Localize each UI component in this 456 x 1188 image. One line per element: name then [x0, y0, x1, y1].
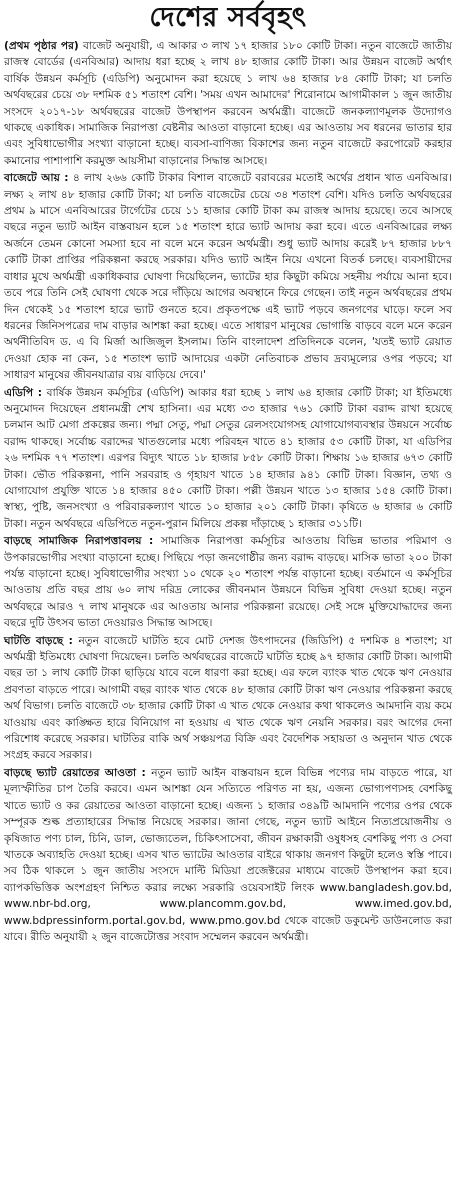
paragraph-text: বার্ষিক উন্নয়ন কর্মসূচির (এডিপি) আকার ধরা হচ্ছে ১ লাখ ৬৪ হাজার কোটি টাকা; যা ইতিমধ্যে অনুমোদন দিয়েছেন প্রধানমন্ত্রী শেখ হাসিনা। এর মধ্যে ৩৩ হাজার ৭৬১ কোটি টাকা বরাদ্দ রাখা হয়েছে চলমান আট মেগা প্রকল্পের জন্য। পদ্মা সেতু, পদ্মা সেতুর রেলসংযোগসহ যোগাযোগব্যবস্থার উন্নয়নে সর্বোচ্চ বরাদ্দ থাকছে। সর্বোচ্চ বরাদ্দের খাতগুলোর মধ্যে পরিবহন খাতে ৪১ হাজার ৫৩ কোটি টাকা, যা এডিপির ২৬ দশমিক ৭৭ শতাংশ। এরপর বিদ্যুৎ খাতে ১৮ হাজার ৮৫৮ কোটি টাকা। শিক্ষায় ১৬ হাজার ৬৭৩ কোটি টাকা। ভৌত পরিকল্পনা, পানি সরবরাহ ও গৃহায়ণ খাতে ১৪ হাজার ৯৪১ কোটি টাকা। বিজ্ঞান, তথ্য ও যোগাযোগ প্রযুক্তি খাতে ১৪ হাজার ৪৫০ কোটি টাকা। পল্লী উন্নয়ন খাতে ১৩ হাজার ১৫৪ কোটি টাকা। স্বাস্থ্য, পুষ্টি, জনসংখ্যা ও পরিবারকল্যাণ খাতে ১০ হাজার ২০১ কোটি টাকা। কৃষিতে ৬ হাজার ৬ কোটি টাকা। নতুন অর্থবছরে এডিপিতে নতুন-পুরান মিলিয়ে প্রকল্প দাঁড়াচ্ছে ১ হাজার ৩১১টি। — [4, 386, 452, 530]
paragraph-text: বাজেট অনুযায়ী, এ আকার ৩ লাখ ১৭ হাজার ১৮০ কোটি টাকা। নতুন বাজেটে জাতীয় রাজস্ব বোর্ডের (এনবিআর) আদায় ধরা হচ্ছে ২ লাখ ৪৮ হাজার কোটি টাকা। আর উন্নয়ন বাজেট অর্থাৎ বার্ষিক উন্নয়ন কর্মসূচি (এডিপি) অনুমোদন করা হয়েছে ১ লাখ ৬৪ হাজার ৮৪ কোটি টাকা; যা চলতি অর্থবছরের চেয়ে ৩৮ দশমিক ৫১ শতাংশ বেশি। 'সময় এখন আমাদের' শিরোনামে আগামীকাল ১ জুন জাতীয় সংসদে ২০১৭-১৮ অর্থবছরের বাজেট উপস্থাপন করবেন অর্থমন্ত্রী। বাজেটে জনকল্যাণমূলক উদ্যোগও থাকছে একাধিক। সামাজিক নিরাপত্তা বেষ্টনীর আওতা বাড়ানো হচ্ছে। এর আওতায় সব ধরনের ভাতার হার এবং সুবিধাভোগীর সংখ্যা বাড়ানো হচ্ছে। ব্যবসা-বাণিজ্য বিকাশের জন্য নতুন বাজেটে করপোরেট করহার কমানোর পাশাপাশি করমুক্ত আয়সীমা বাড়ানোর সিদ্ধান্ত আসছে। — [4, 40, 452, 167]
paragraph-text: সামাজিক নিরাপত্তা কর্মসূচির আওতায় বিভিন্ন ভাতার পরিমাণ ও উপকারভোগীর সংখ্যা বাড়ানো হচ্ছে। পিছিয়ে পড়া জনগোষ্ঠীর জন্য বরাদ্দ বাড়ছে। মাসিক ভাতা ২০০ টাকা পর্যন্ত বাড়ানো হচ্ছে। সুবিধাভোগীর সংখ্যা ১০ থেকে ২০ শতাংশ পর্যন্ত বাড়ানো হচ্ছে। বর্তমানে এ কর্মসূচির আওতায় প্রতি বছর প্রায় ৬০ লাখ দরিদ্র লোকের জীবনমান উন্নয়নে বিভিন্ন সুবিধা দেওয়া হচ্ছে। নতুন অর্থবছরে আরও ৭ লাখ মানুষকে এর আওতায় আনার পরিকল্পনা রয়েছে। সেই সঙ্গে মুক্তিযোদ্ধাদের জন্য বছরে দুটি উৎসব ভাতা দেওয়ারও সিদ্ধান্ত আসছে। — [4, 535, 452, 630]
headline: দেশের সর্ববৃহৎ — [149, 2, 307, 33]
paragraph-lead: এডিপি : — [4, 386, 47, 399]
paragraph-lead: বাড়ছে সামাজিক নিরাপত্তাবলয় : — [4, 535, 161, 548]
paragraph-text: ৪ লাখ ২৬৬ কোটি টাকার বিশাল বাজেটে বরাবরের মতোই অর্থের প্রধান খাত এনবিআর। লক্ষ্য ২ লাখ ৪৮ হাজার কোটি টাকা; যা চলতি বাজেটের চেয়ে ৩৪ শতাংশ বেশি। যদিও চলতি অর্থবছরের প্রথম ৯ মাসে এনবিআরের টার্গেটের চেয়ে ১১ হাজার কোটি টাকা কম রাজস্ব আদায় হয়েছে। তবে আসছে বছরে নতুন ভ্যাট আইন বাস্তবায়ন হলে ১৫ শতাংশ হারে ভ্যাট আদায় করা হবে। এতে এনবিআরের লক্ষ্য অর্জনে তেমন কোনো সমস্যা হবে না বলে মনে করেন অর্থমন্ত্রী। শুধু ভ্যাট আদায় করেই ৮৭ হাজার ৮৮৭ কোটি টাকা প্রাপ্তির পরিকল্পনা করছে সরকার। যদিও ভ্যাট আইন নিয়ে এখনো বিতর্ক চলছে। ব্যবসায়ীদের বাধার মুখে অর্থমন্ত্রী একাধিকবার ঘোষণা দিয়েছিলেন, ভ্যাটের হার কিছুটা কমিয়ে সহনীয় পর্যায়ে আনা হবে। তবে পরে তিনি সেই ঘোষণা থেকে সরে দাঁড়িয়ে আগের অবস্থানে ফিরে গেছেন। তাই নতুন অর্থবছরের প্রথম দিন থেকেই ১৫ শতাংশ হারে ভ্যাট গুনতে হবে। প্রকৃতপক্ষে এই ভ্যাট পড়বে জনগণের ঘাড়ে। ফলে সব ধরনের জিনিসপত্রের দাম বাড়ার আশঙ্কা করা হচ্ছে। এতে সাধারণ মানুষের ভোগান্তি বাড়বে বলে মনে করেন অর্থনীতিবিদ ড. এ বি মির্জা আজিজুল ইসলাম। তিনি বাংলাদেশ প্রতিদিনকে বলেন, 'যতই ভ্যাট রেয়াত দেওয়া হোক না কেন, ১৫ শতাংশ ভ্যাট আদায়ের একটা নেতিবাচক প্রভাব দ্রব্যমূল্যের ওপর পড়বে; যা সাধারণ মানুষের জীবনযাত্রার ব্যয় বাড়িয়ে দেবে।' — [4, 172, 452, 382]
paragraph-deficit — [4, 633, 452, 764]
paragraph-lead: বাড়ছে ভ্যাট রেয়াতের আওতা : — [4, 766, 152, 779]
paragraph-vat-rebate — [4, 765, 452, 945]
article-body — [4, 38, 452, 945]
paragraph-lead: ঘাটতি বাড়ছে : — [4, 634, 79, 647]
paragraph-budget-income — [4, 170, 452, 383]
paragraph-text: নতুন ভ্যাট আইন বাস্তবায়ন হলে বিভিন্ন পণ্যের দাম বাড়তে পারে, যা মূল্যস্ফীতির চাপ তৈরি করবে। এমন আশঙ্কা যেন সত্যিতে পরিণত না হয়, এজন্য ভোগ্যপণ্যসহ বেশকিছু খাতে ভ্যাট ও কর রেয়াতের আওতা বাড়ানো হচ্ছে। এজন্য ১ হাজার ৩৪৯টি আমদানি পণ্যের ওপর থেকে সম্পূরক শুল্ক প্রত্যাহারের সিদ্ধান্ত নিয়েছে সরকার। জানা গেছে, নতুন ভ্যাট আইনে নিত্যপ্রয়োজনীয় ও কৃষিজাত পণ্য চাল, চিনি, ডাল, ভোজ্যতেল, চিকিৎসাসেবা, জীবন রক্ষাকারী ওষুধসহ বেশকিছু পণ্য ও সেবা খাতকে অব্যাহতি দেওয়া হচ্ছে। এসব খাত ভ্যাটের আওতার বাইরে থাকায় জনগণ কিছুটা হলেও স্বস্তি পাবে। সব ঠিক থাকলে ১ জুন জাতীয় সংসদে মাল্টি মিডিয়া প্রজেক্টরের মাধ্যমে বাজেট উপস্থাপন করা হবে। ব্যাপকভিত্তিক অংশগ্রহণ নিশ্চিত করার লক্ষ্যে সরকারি ওয়েবসাইট লিংক www.bangladesh.gov.bd, www.nbr-bd.org, www.plancomm.gov.bd, www.imed.gov.bd, www.bdpressinform.portal.gov.bd, www.pmo.gov.bd থেকে বাজেট ডকুমেন্ট ডাউনলোড করা যাবে। রীতি অনুযায়ী ২ জুন বাজেটোত্তর সংবাদ সম্মেলন করবেন অর্থমন্ত্রী। — [4, 766, 453, 943]
paragraph-social-safety — [4, 533, 452, 631]
paragraph-intro — [4, 38, 452, 169]
paragraph-text: নতুন বাজেটে ঘাটতি হবে মোট দেশজ উৎপাদনের (জিডিপি) ৫ দশমিক ৪ শতাংশ; যা অর্থমন্ত্রী ইতিমধ্যে ঘোষণা দিয়েছেন। চলতি অর্থবছরের বাজেটে ঘাটতি হচ্ছে ৯৭ হাজার কোটি টাকা। আগামী বছর তা ১ লাখ কোটি টাকা ছাড়িয়ে যাবে বলে ধারণা করা হচ্ছে। এর ফলে ব্যাংক খাত থেকে ঋণ নেওয়ার প্রবণতা বাড়তে পারে। আগামী বছর ব্যাংক খাত থেকে ৪৮ হাজার কোটি টাকা ঋণ নেওয়ার পরিকল্পনা করছে অর্থ বিভাগ। চলতি বাজেটে ৩৮ হাজার কোটি টাকা এ খাত থেকে নেওয়ার কথা থাকলেও আমদানি ব্যয় কমে যাওয়ায় এবং কাঙ্ক্ষিত হারে বিনিয়োগ না হওয়ায় এ খাত থেকে ঋণ নেয়নি সরকার। বরং আগের দেনা পরিশোধ করেছে সরকার। ঘাটতির বাকি অর্থ সঞ্চয়পত্র বিক্রি এবং বৈদেশিক সহায়তা ও অনুদান খাত থেকে সংগ্রহ করবে সরকার। — [4, 634, 452, 762]
paragraph-lead: বাজেটে আয় : — [4, 172, 74, 185]
paragraph-lead: (প্রথম পৃষ্ঠার পর) — [4, 40, 83, 52]
paragraph-adp — [4, 385, 452, 533]
